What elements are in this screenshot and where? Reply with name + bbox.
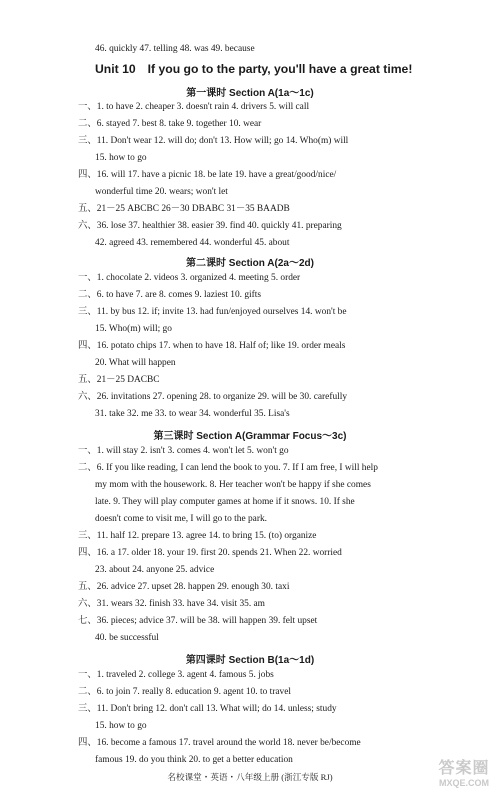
answer-line: 三、11. by bus 12. if; invite 13. had fun/enjoyed ourselves 14. won't be <box>78 307 347 317</box>
answer-line: 五、21－25 ABCBC 26－30 DBABC 31－35 BAADB <box>78 204 290 214</box>
unit-title-text: If you go to the party, you'll have a great time! <box>147 62 413 76</box>
answer-line: 一、1. traveled 2. college 3. agent 4. famous 5. jobs <box>78 670 274 680</box>
answer-line: 31. take 32. me 33. to wear 34. wonderful 35. Lisa's <box>95 409 290 419</box>
answer-line: 二、6. stayed 7. best 8. take 9. together 10. wear <box>78 119 262 129</box>
answer-line: 三、11. half 12. prepare 13. agree 14. to bring 15. (to) organize <box>78 531 317 541</box>
answer-line: doesn't come to visit me, I will go to the park. <box>95 514 267 524</box>
answer-line: 六、26. invitations 27. opening 28. to organize 29. will be 30. carefully <box>78 392 348 402</box>
answer-line: 四、16. become a famous 17. travel around the world 18. never be/become <box>78 738 361 748</box>
answer-line: 四、16. will 17. have a picnic 18. be late 19. have a great/good/nice/ <box>78 170 337 180</box>
answer-line: 七、36. pieces; advice 37. will be 38. will happen 39. felt upset <box>78 616 318 626</box>
answer-line: 一、1. will stay 2. isn't 3. comes 4. won't let 5. won't go <box>78 446 289 456</box>
top-answer-line: 46. quickly 47. telling 48. was 49. because <box>95 44 255 54</box>
answer-line: 三、11. Don't bring 12. don't call 13. What will; do 14. unless; study <box>78 704 337 714</box>
page-footer: 名校课堂・英语・八年级上册 (浙江专版 RJ) <box>167 772 333 782</box>
answer-line: 15. how to go <box>95 721 147 731</box>
answer-line: 一、1. to have 2. cheaper 3. doesn't rain 4. drivers 5. will call <box>78 102 310 112</box>
watermark-url: MXQE.COM <box>438 778 489 788</box>
answer-line: my mom with the housework. 8. Her teacher won't be happy if she comes <box>95 480 371 490</box>
answer-line: 15. how to go <box>95 153 147 163</box>
answer-line: 五、26. advice 27. upset 28. happen 29. enough 30. taxi <box>78 582 290 592</box>
answer-line: 23. about 24. anyone 25. advice <box>95 565 215 575</box>
section-heading-2: 第二课时 Section A(2a～2d) <box>186 258 314 269</box>
answer-line: late. 9. They will play computer games at home if it snows. 10. If she <box>95 497 355 507</box>
answer-line: 20. What will happen <box>95 358 176 368</box>
answer-line: 二、6. to have 7. are 8. comes 9. laziest 10. gifts <box>78 290 262 300</box>
watermark-text: 答案圈 <box>438 760 490 777</box>
section-heading-1: 第一课时 Section A(1a～1c) <box>186 88 314 99</box>
answer-line: 二、6. to join 7. really 8. education 9. agent 10. to travel <box>78 687 291 697</box>
watermark-logo <box>434 760 494 788</box>
answer-line: 三、11. Don't wear 12. will do; don't 13. How will; go 14. Who(m) will <box>78 136 349 146</box>
answer-line: 15. Who(m) will; go <box>95 324 172 334</box>
answer-line: 42. agreed 43. remembered 44. wonderful 45. about <box>95 238 290 248</box>
unit-title <box>95 62 412 76</box>
answer-line: 二、6. If you like reading, I can lend the book to you. 7. If I am free, I will help <box>78 463 378 473</box>
answer-line: 四、16. potato chips 17. when to have 18. Half of; like 19. order meals <box>78 341 346 351</box>
answer-line: 五、21－25 DACBC <box>78 375 160 385</box>
section-heading-3: 第三课时 Section A(Grammar Focus～3c) <box>153 431 347 442</box>
answer-line: 六、36. lose 37. healthier 38. easier 39. find 40. quickly 41. preparing <box>78 221 342 231</box>
answer-line: 四、16. a 17. older 18. your 19. first 20. spends 21. When 22. worried <box>78 548 342 558</box>
answer-line: 一、1. chocolate 2. videos 3. organized 4. meeting 5. order <box>78 273 301 283</box>
unit-number: Unit 10 <box>95 62 136 76</box>
answer-line: wonderful time 20. wears; won't let <box>95 187 228 197</box>
section-heading-4: 第四课时 Section B(1a～1d) <box>185 655 315 666</box>
answer-line: 六、31. wears 32. finish 33. have 34. visit 35. am <box>78 599 265 609</box>
answer-line: famous 19. do you think 20. to get a better education <box>95 755 293 765</box>
answer-line: 40. be successful <box>95 633 159 643</box>
